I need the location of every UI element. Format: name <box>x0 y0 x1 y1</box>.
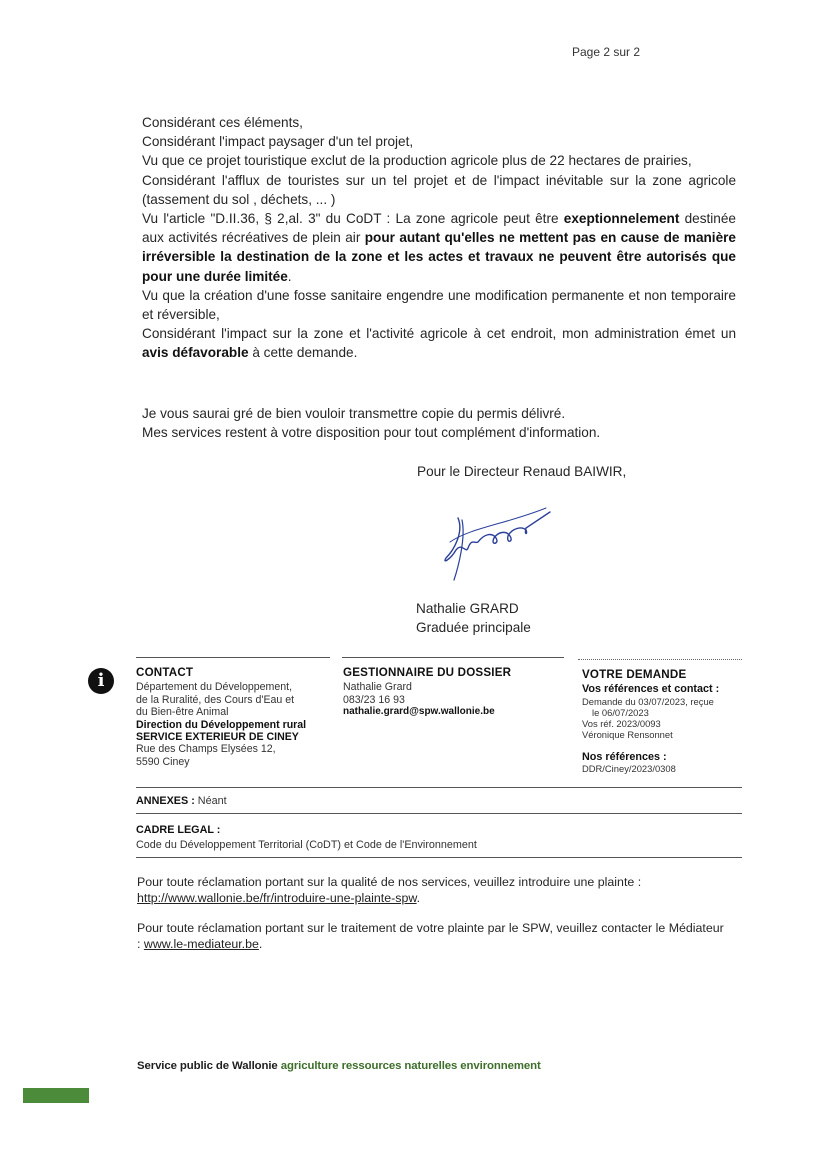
footer-spw: Service public de Wallonie <box>137 1060 278 1072</box>
paragraph-article <box>142 209 736 286</box>
divider <box>136 657 330 658</box>
contact-heading: CONTACT <box>136 666 194 679</box>
closing-text <box>142 404 736 442</box>
claim-paragraph <box>137 920 727 952</box>
text: . <box>287 268 292 284</box>
footer-tagline: agriculture ressources naturelles environnement <box>280 1060 541 1072</box>
vos-ref: Vos réf. 2023/0093 <box>582 717 661 729</box>
cadre-legal <box>136 823 477 853</box>
claim-text: Pour toute réclamation portant sur la qualité de nos services, veuillez introduire une plainte : <box>137 875 642 889</box>
address-line: Rue des Champs Elysées 12, <box>136 743 276 756</box>
mediator-link[interactable]: www.le-mediateur.be <box>143 937 259 951</box>
nos-refs-label: Nos références : <box>582 750 667 763</box>
dept-line: Département du Développement, <box>136 681 293 694</box>
closing-line: Je vous saurai gré de bien vouloir transmettre copie du permis délivré. <box>142 406 566 421</box>
letter-body <box>142 113 736 363</box>
emphasis: exeptionnelement <box>563 211 680 227</box>
decision-emphasis: avis défavorable <box>142 345 249 361</box>
signer-name: Nathalie GRARD <box>416 601 519 616</box>
page-number: Page 2 sur 2 <box>572 45 641 59</box>
demande-received: le 06/07/2023 <box>592 706 649 718</box>
paragraph: Vu que ce projet touristique exclut de la production agricole plus de 22 hectares de prairies, <box>142 153 692 169</box>
claim-text: Pour toute réclamation portant sur le traitement de votre plainte par le SPW, veuillez contacter le Médiateur : <box>137 921 724 951</box>
dept-line: de la Ruralité, des Cours d'Eau et <box>136 693 295 706</box>
direction-name: Direction du Développement rural <box>136 718 307 731</box>
dept-line: du Bien-être Animal <box>136 706 229 719</box>
cadre-label: CADRE LEGAL : <box>136 824 221 836</box>
paragraph: Considérant l'impact paysager d'un tel projet, <box>142 134 414 150</box>
annexes <box>136 795 227 807</box>
text: Considérant l'impact sur la zone et l'activité agricole à cet endroit, mon administration émet un <box>142 326 736 342</box>
footer-brand <box>137 1060 541 1072</box>
signer-title: Graduée principale <box>416 620 531 636</box>
complaint-link[interactable]: http://www.wallonie.be/fr/introduire-une-plainte-spw <box>137 891 417 905</box>
refs-label: Vos références et contact : <box>582 683 720 696</box>
handwritten-signature <box>436 498 556 584</box>
address-line: 5590 Ciney <box>136 755 190 768</box>
divider <box>342 657 564 658</box>
text: . <box>258 937 263 951</box>
divider <box>136 787 742 788</box>
claims-section <box>137 874 727 952</box>
divider <box>136 813 742 814</box>
claim-paragraph <box>137 874 727 906</box>
service-name: SERVICE EXTERIEUR DE CINEY <box>136 731 299 744</box>
demande-heading: VOTRE DEMANDE <box>582 668 687 681</box>
text: Vu l'article "D.II.36, § 2,al. 3" du CoDT : La zone agricole peut être <box>142 211 564 227</box>
text: destinée aux activités récréatives de plein air <box>142 211 736 246</box>
annexes-label: ANNEXES : <box>136 795 195 807</box>
gestionnaire-heading: GESTIONNAIRE DU DOSSIER <box>343 666 512 679</box>
cadre-value: Code du Développement Territorial (CoDT) et Code de l'Environnement <box>136 839 477 851</box>
annexes-value: Néant <box>194 795 227 807</box>
gestionnaire-email[interactable]: nathalie.grard@spw.wallonie.be <box>343 706 495 718</box>
votre-demande-block <box>582 669 742 774</box>
contact-name: Véronique Rensonnet <box>582 728 673 740</box>
divider <box>136 857 742 858</box>
paragraph-decision <box>142 324 736 362</box>
divider <box>578 659 742 660</box>
paragraph: Vu que la création d'une fosse sanitaire engendre une modification permanente et non temporaire et réversible, <box>142 287 736 323</box>
emphasis: pour autant qu'elles ne mettent pas en cause de manière irréversible la destination de la zone et les actes et travaux ne peuvent être autorisés que pour une durée limitée <box>142 230 736 284</box>
gestionnaire-phone[interactable]: 083/23 16 93 <box>343 693 405 706</box>
info-icon: i <box>88 668 114 694</box>
gestionnaire-name: Nathalie Grard <box>343 681 412 694</box>
signature-for-director: Pour le Directeur Renaud BAIWIR, <box>417 464 627 479</box>
signer <box>416 599 531 637</box>
nos-ref: DDR/Ciney/2023/0308 <box>582 763 676 775</box>
text: . <box>416 891 421 905</box>
paragraph: Considérant ces éléments, <box>142 115 303 130</box>
demande-date: Demande du 03/07/2023, reçue <box>582 695 714 707</box>
gestionnaire-block <box>343 667 568 719</box>
closing-line: Mes services restent à votre disposition pour tout complément d'information. <box>142 425 601 441</box>
text: à cette demande. <box>248 345 358 361</box>
brand-color-bar <box>23 1088 89 1103</box>
contact-block <box>136 667 336 768</box>
paragraph: Considérant l'afflux de touristes sur un tel projet et de l'impact inévitable sur la zone agricole (tassement du sol , déchets, ... ) <box>142 172 736 207</box>
